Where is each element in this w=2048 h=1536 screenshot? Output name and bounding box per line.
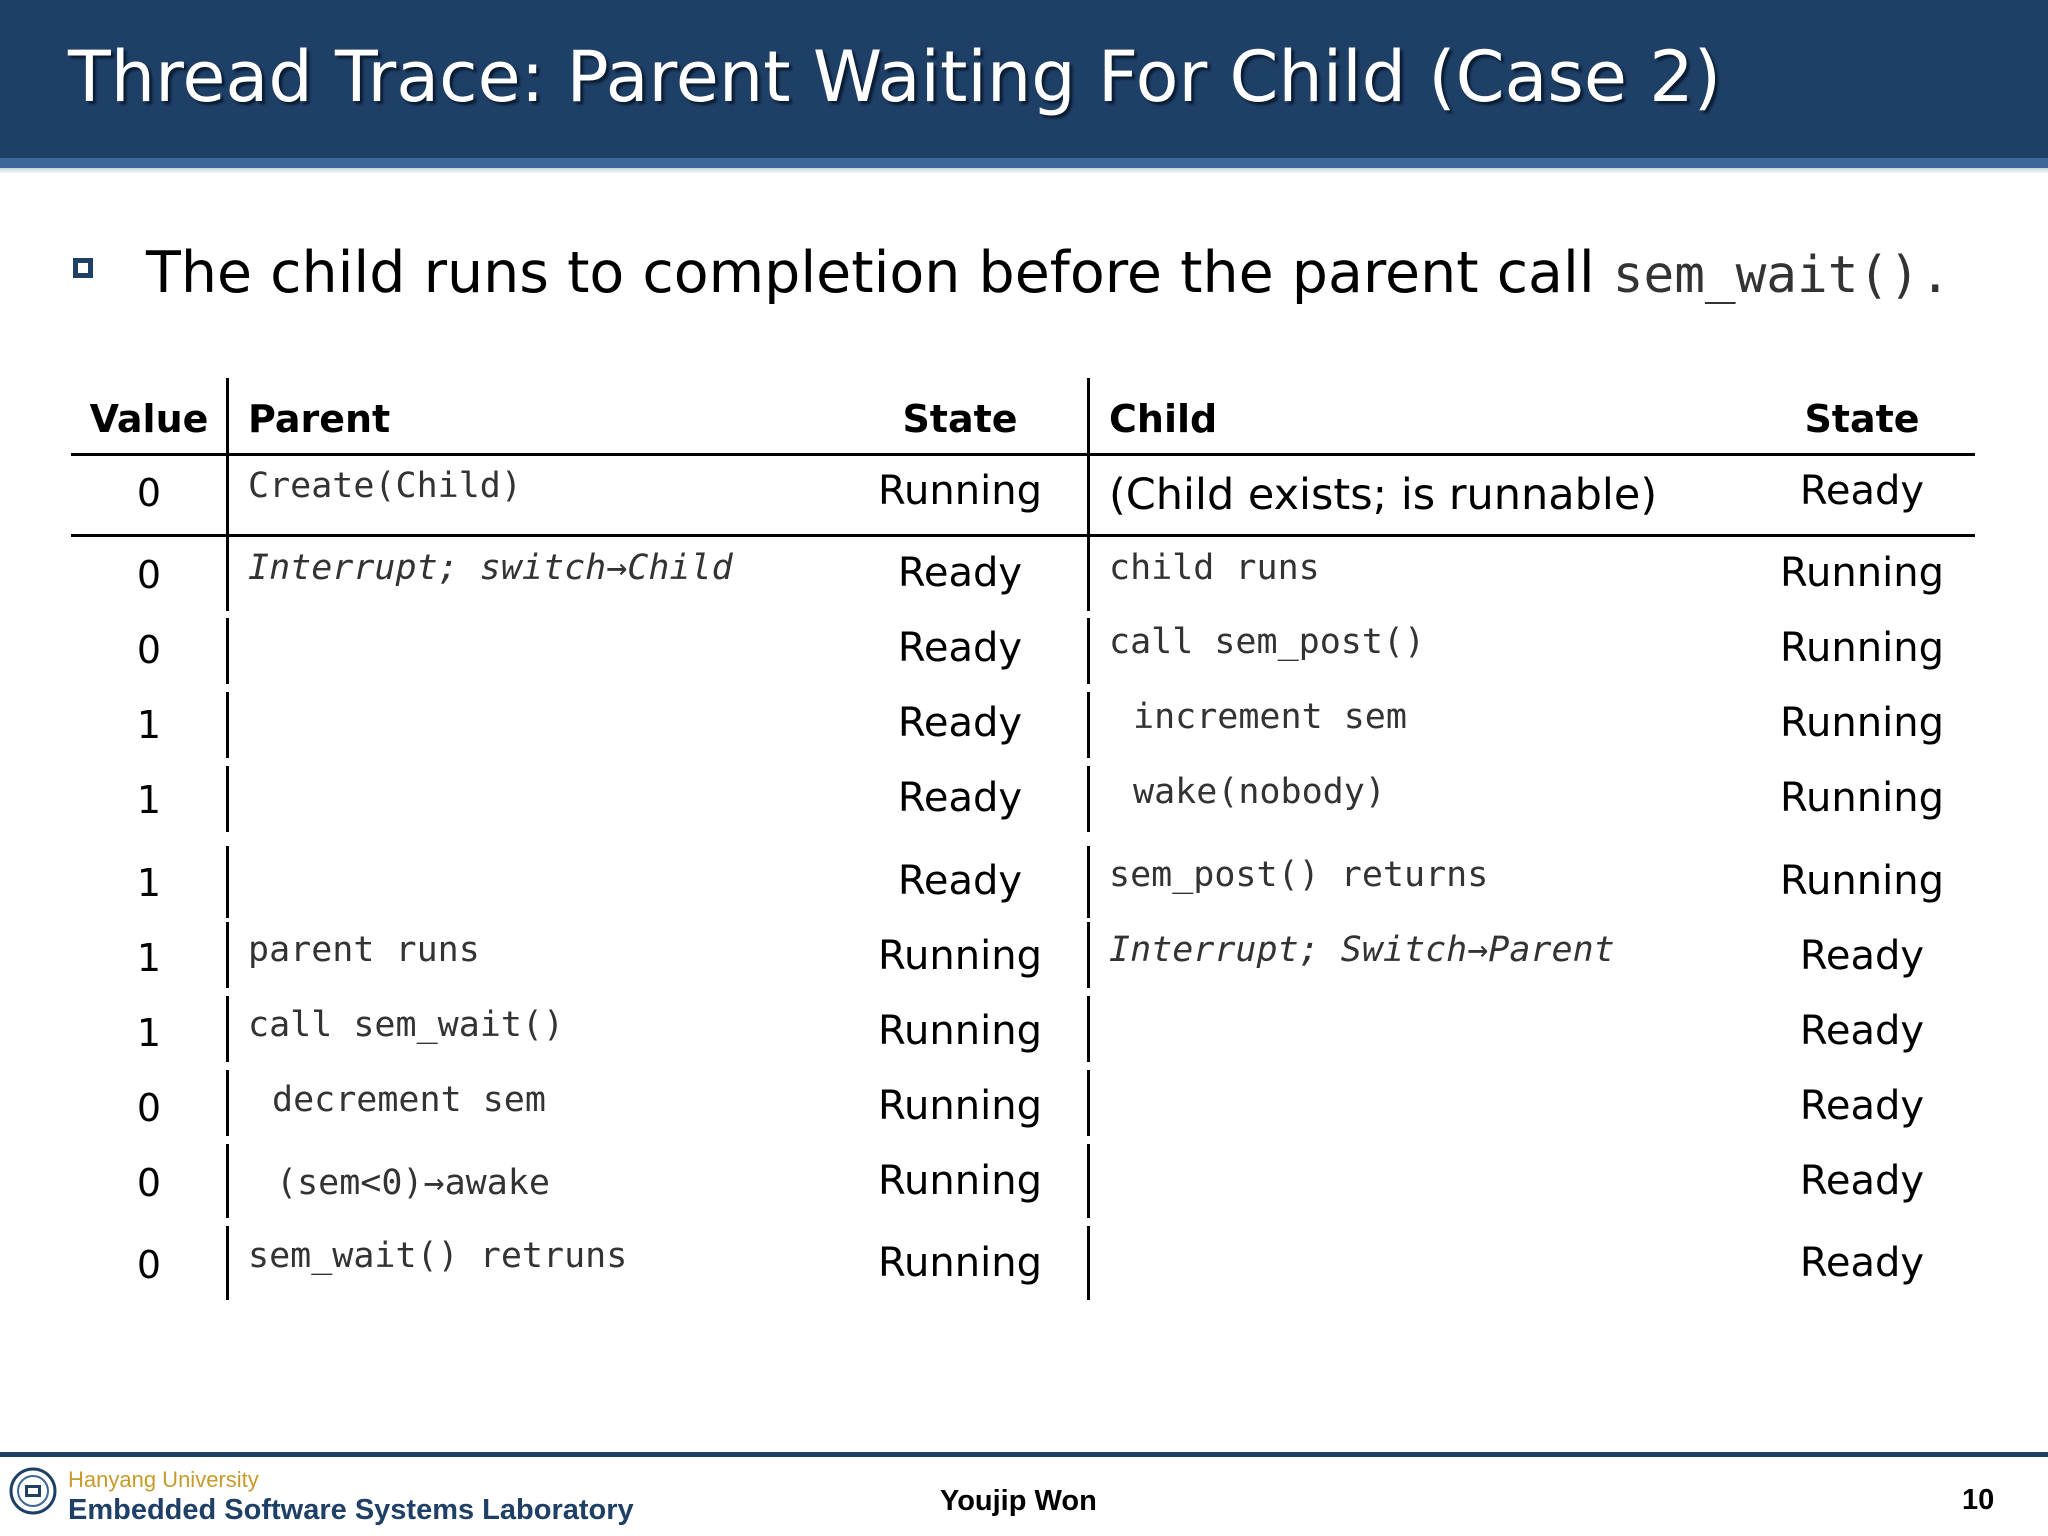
col-divider-mid [1087,1226,1090,1300]
table-cell-parent-state: Running [878,1158,1042,1204]
table-cell-parent: call sem_wait() [248,1005,565,1045]
table-cell-child-state: Running [1780,550,1944,596]
table-cell-parent: Create(Child) [248,466,522,506]
table-cell-child: child runs [1109,548,1320,588]
footer-author: Youjip Won [940,1485,1097,1517]
table-cell-value: 1 [136,1011,162,1055]
footer-rule [0,1452,2048,1457]
col-divider-mid [1087,378,1090,611]
table-cell-value: 0 [136,1243,162,1287]
table-cell-value: 1 [136,778,162,822]
table-cell-parent: Interrupt; switch→Child [248,548,733,588]
table-cell-parent-state: Ready [897,700,1023,746]
slide-title: Thread Trace: Parent Waiting For Child (Case 2) [68,36,1722,118]
page-number: 10 [1962,1484,1995,1516]
table-cell-value: 0 [136,553,162,597]
header-child-state: State [1804,397,1920,441]
table-cell-value: 0 [136,628,162,672]
table-cell-child: increment sem [1133,697,1407,737]
table-cell-parent-state: Ready [897,625,1023,671]
university-logo-icon [8,1466,58,1516]
table-cell-child: sem_post() returns [1109,855,1489,895]
table-cell-parent: (sem<0)→awake [276,1163,550,1203]
table-cell-parent-state: Running [878,1240,1042,1286]
col-divider-mid [1087,766,1090,832]
footer-lab: Embedded Software Systems Laboratory [68,1494,634,1526]
col-divider-mid [1087,1144,1090,1218]
table-cell-parent-state: Ready [897,858,1023,904]
table-cell-child-state: Running [1780,775,1944,821]
table-cell-child-state: Running [1780,625,1944,671]
table-cell-child-state: Ready [1799,1083,1925,1129]
header-rule [71,453,1975,456]
table-cell-child: wake(nobody) [1133,772,1386,812]
col-divider-mid [1087,1070,1090,1136]
table-cell-child-state: Ready [1799,1008,1925,1054]
table-cell-child-state: Running [1780,858,1944,904]
bullet-text-plain: The child runs to completion before the parent call [146,240,1613,306]
table-cell-parent-state: Ready [897,775,1023,821]
table-cell-parent-state: Running [878,1008,1042,1054]
header-value: Value [89,397,209,441]
table-cell-value: 1 [136,936,162,980]
col-divider-mid [1087,922,1090,988]
table-cell-child-state: Ready [1799,468,1925,514]
table-cell-value: 1 [136,861,162,905]
header-parent: Parent [248,397,391,441]
footer-university: Hanyang University [68,1467,259,1492]
table-cell-parent-state: Running [878,933,1042,979]
table-cell-parent-state: Running [878,1083,1042,1129]
table-cell-value: 0 [136,1086,162,1130]
table-cell-parent: sem_wait() retruns [248,1236,628,1276]
table-cell-child: (Child exists; is runnable) [1109,470,1658,520]
table-cell-parent-state: Ready [897,550,1023,596]
first-row-rule [71,534,1975,537]
table-cell-child-state: Running [1780,700,1944,746]
bullet-text-code: sem_wait(). [1612,246,1951,305]
header-child: Child [1109,397,1218,441]
col-divider-mid [1087,846,1090,918]
table-cell-child-state: Ready [1799,933,1925,979]
table-cell-parent: decrement sem [272,1080,546,1120]
table-cell-child-state: Ready [1799,1158,1925,1204]
table-cell-child-state: Ready [1799,1240,1925,1286]
table-cell-value: 0 [136,471,162,515]
table-cell-value: 1 [136,703,162,747]
table-cell-child: call sem_post() [1109,622,1426,662]
col-divider-mid [1087,996,1090,1062]
col-divider-mid [1087,692,1090,758]
table-cell-parent-state: Running [878,468,1042,514]
col-divider-mid [1087,618,1090,684]
table-cell-value: 0 [136,1161,162,1205]
header-parent-state: State [902,397,1018,441]
table-cell-child: Interrupt; Switch→Parent [1109,930,1615,970]
table-cell-parent: parent runs [248,930,480,970]
